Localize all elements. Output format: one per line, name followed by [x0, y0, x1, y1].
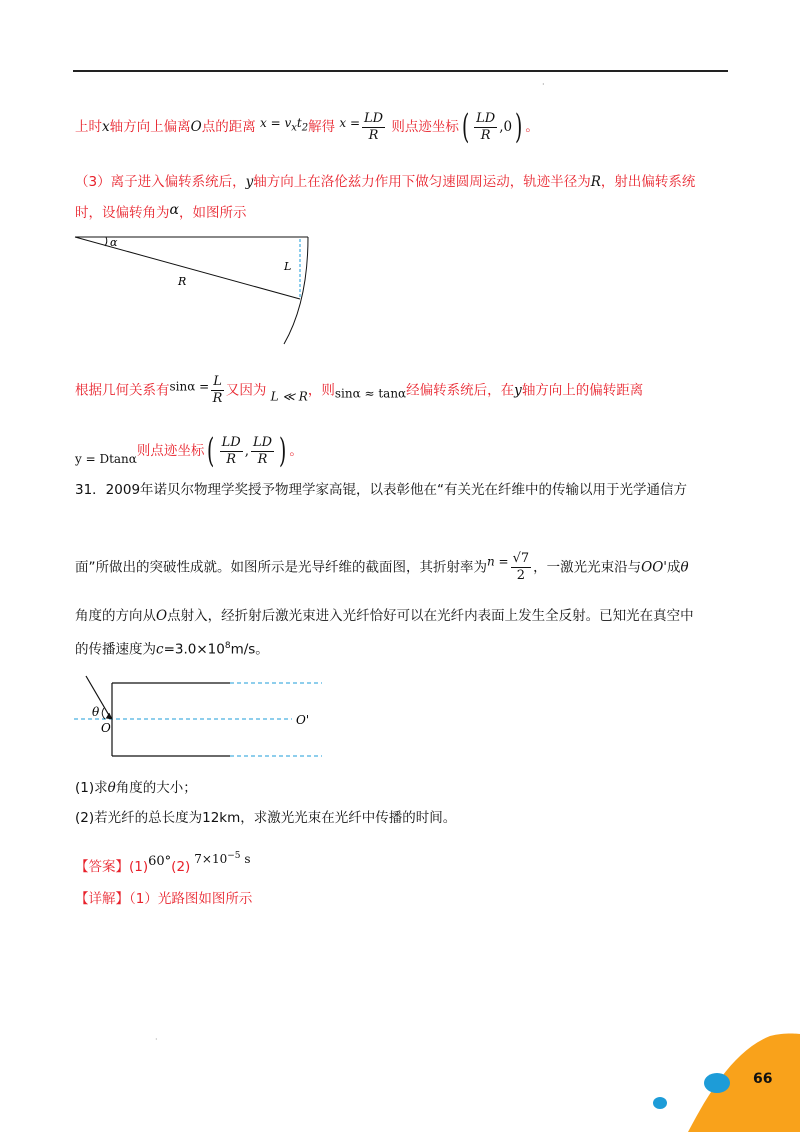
numerator: L — [213, 374, 222, 389]
n-lhs: n = — [487, 554, 509, 569]
theta-arc — [102, 708, 105, 719]
denominator: R — [212, 391, 223, 406]
text: 角度的大小； — [115, 780, 197, 796]
var-OO-prime: OO' — [641, 559, 668, 576]
numerator: LD — [253, 434, 273, 450]
R-label: R — [178, 275, 187, 288]
fraction-sqrt7-2 — [511, 551, 532, 584]
fraction-L-R — [211, 374, 224, 407]
paren-right: ) — [279, 431, 287, 471]
text: 时，设偏转角为 — [75, 205, 170, 221]
header-rule — [73, 70, 728, 72]
paren-left: ( — [461, 107, 470, 147]
answer-part-1: (1) — [129, 859, 149, 875]
fraction-LD-R — [474, 111, 497, 144]
text: 轴方向上偏离 — [109, 119, 191, 135]
text: ，如图所示 — [178, 205, 247, 221]
fraction-LD-R — [251, 435, 274, 468]
answer-value-1: 60° — [148, 854, 172, 869]
numerator: LD — [476, 110, 496, 126]
text: 又因为 — [225, 382, 267, 399]
solution-line-2 — [75, 172, 695, 192]
question-31-line-3 — [75, 606, 694, 626]
angle-arc — [105, 237, 107, 246]
eq-sub: 2 — [301, 122, 309, 134]
numerator: LD — [364, 110, 384, 126]
ray-arrowhead — [106, 713, 112, 719]
var-x: x — [102, 119, 110, 135]
denominator: R — [226, 451, 237, 467]
eq-part: t — [296, 116, 302, 130]
numerator: √7 — [512, 551, 530, 566]
text: 点射入，经折射后激光束进入光纤恰好可以在光纤内表面上发生全反射。已知光在真空中 — [167, 608, 694, 624]
text: 。 — [289, 443, 303, 459]
paren-right: ) — [515, 107, 523, 147]
numerator: LD — [221, 434, 241, 450]
eq-part: x = v — [260, 116, 292, 130]
text: （3）离子进入偏转系统后， — [75, 174, 246, 190]
paren-left: ( — [207, 431, 215, 471]
top-dot: · — [542, 80, 545, 89]
O-prime-label: O' — [296, 713, 310, 727]
var-y: y — [245, 174, 254, 190]
text: 上时 — [75, 119, 102, 135]
text: 则点迹坐标 — [136, 443, 205, 459]
sub-question-1 — [75, 778, 197, 798]
text: 根据几何关系有 — [75, 382, 170, 399]
denominator: R — [257, 451, 268, 467]
text: 点的距离 — [201, 119, 256, 135]
value: 7×10 — [194, 852, 228, 866]
var-O: O — [156, 608, 168, 624]
text: ，射出偏转系统 — [600, 174, 696, 190]
text: 成 — [667, 559, 681, 576]
solution-line-3 — [75, 200, 246, 223]
text: m/s。 — [230, 641, 269, 658]
theta-label: θ — [92, 705, 100, 719]
text: 。 — [525, 119, 539, 135]
var-R: R — [590, 174, 601, 190]
alpha-label: α — [110, 236, 118, 249]
arc-curve — [284, 237, 308, 344]
detail-text: （1）光路图如图所示 — [129, 891, 253, 907]
answer-line — [75, 846, 251, 877]
var-theta: θ — [107, 780, 116, 796]
question-31-line-2 — [75, 551, 689, 584]
text: (1)求 — [75, 780, 108, 796]
page-corner-decoration — [640, 1030, 800, 1132]
equation-x-vt — [260, 116, 309, 134]
text: 角度的方向从 — [75, 608, 156, 624]
answer-part-2: (2) — [171, 859, 191, 875]
denominator: R — [368, 127, 379, 143]
denominator: R — [480, 127, 491, 143]
text: 面”所做出的突破性成就。如图所示是光导纤维的截面图，其折射率为 — [75, 559, 487, 576]
deflection-diagram — [70, 232, 320, 352]
denominator: 2 — [516, 568, 526, 583]
detail-tag: 【详解】 — [75, 891, 129, 907]
comma: , — [244, 443, 250, 459]
sin-lhs: sinα = — [169, 379, 210, 394]
solution-line-5 — [75, 431, 303, 471]
solution-line-4 — [75, 374, 643, 407]
condition-L-ll-R: L ≪ R — [270, 389, 308, 404]
O-label: O — [101, 721, 111, 735]
optical-fiber-diagram — [70, 668, 330, 762]
exponent: 8 — [224, 641, 231, 651]
text: 轴方向上在洛伦兹力作用下做匀速圆周运动，轨迹半径为 — [253, 174, 591, 190]
question-31-line-4 — [75, 636, 269, 660]
text: 解得 — [308, 119, 336, 135]
blue-dot-large — [704, 1073, 730, 1093]
L-label: L — [284, 260, 292, 273]
coord-tail: ,0 — [499, 119, 513, 135]
solution-line-1 — [75, 107, 539, 147]
answer-tag: 【答案】 — [75, 859, 129, 875]
text: =3.0×10 — [163, 641, 225, 658]
exponent: −5 — [227, 851, 241, 861]
eq-lhs: x = — [339, 116, 361, 130]
footer-dot: · — [155, 1035, 158, 1044]
text: 则点迹坐标 — [391, 119, 459, 135]
text: 经偏转系统后，在 — [406, 382, 515, 399]
text: 轴方向上的偏转距离 — [521, 382, 644, 399]
radius-line — [75, 237, 300, 299]
var-c: c — [156, 641, 164, 658]
fraction-LD-R — [362, 111, 385, 144]
text: 的传播速度为 — [75, 641, 156, 658]
unit: s — [240, 852, 251, 866]
deflection-equation: y = Dtanα — [75, 452, 137, 466]
var-y: y — [514, 382, 522, 399]
blue-dot-small — [653, 1097, 667, 1109]
eq-sub: x — [291, 122, 297, 134]
question-31-line-1: 31．2009年诺贝尔物理学奖授予物理学家高锟，以表彰他在“有关光在纤维中的传输以用于光学通信方 — [75, 482, 688, 498]
answer-value-2 — [194, 852, 250, 866]
var-alpha: α — [169, 202, 179, 218]
var-O: O — [190, 119, 202, 135]
sub-question-2: (2)若光纤的总长度为12km，求激光光束在光纤中传播的时间。 — [75, 810, 457, 826]
var-theta: θ — [680, 559, 689, 576]
fraction-LD-R — [220, 435, 243, 468]
page-number: 66 — [753, 1071, 773, 1087]
approx-expression: sinα ≈ tanα — [334, 386, 407, 401]
text: ，则 — [307, 382, 335, 399]
text: ，一激光光束沿与 — [533, 559, 642, 576]
detail-line — [75, 889, 252, 909]
